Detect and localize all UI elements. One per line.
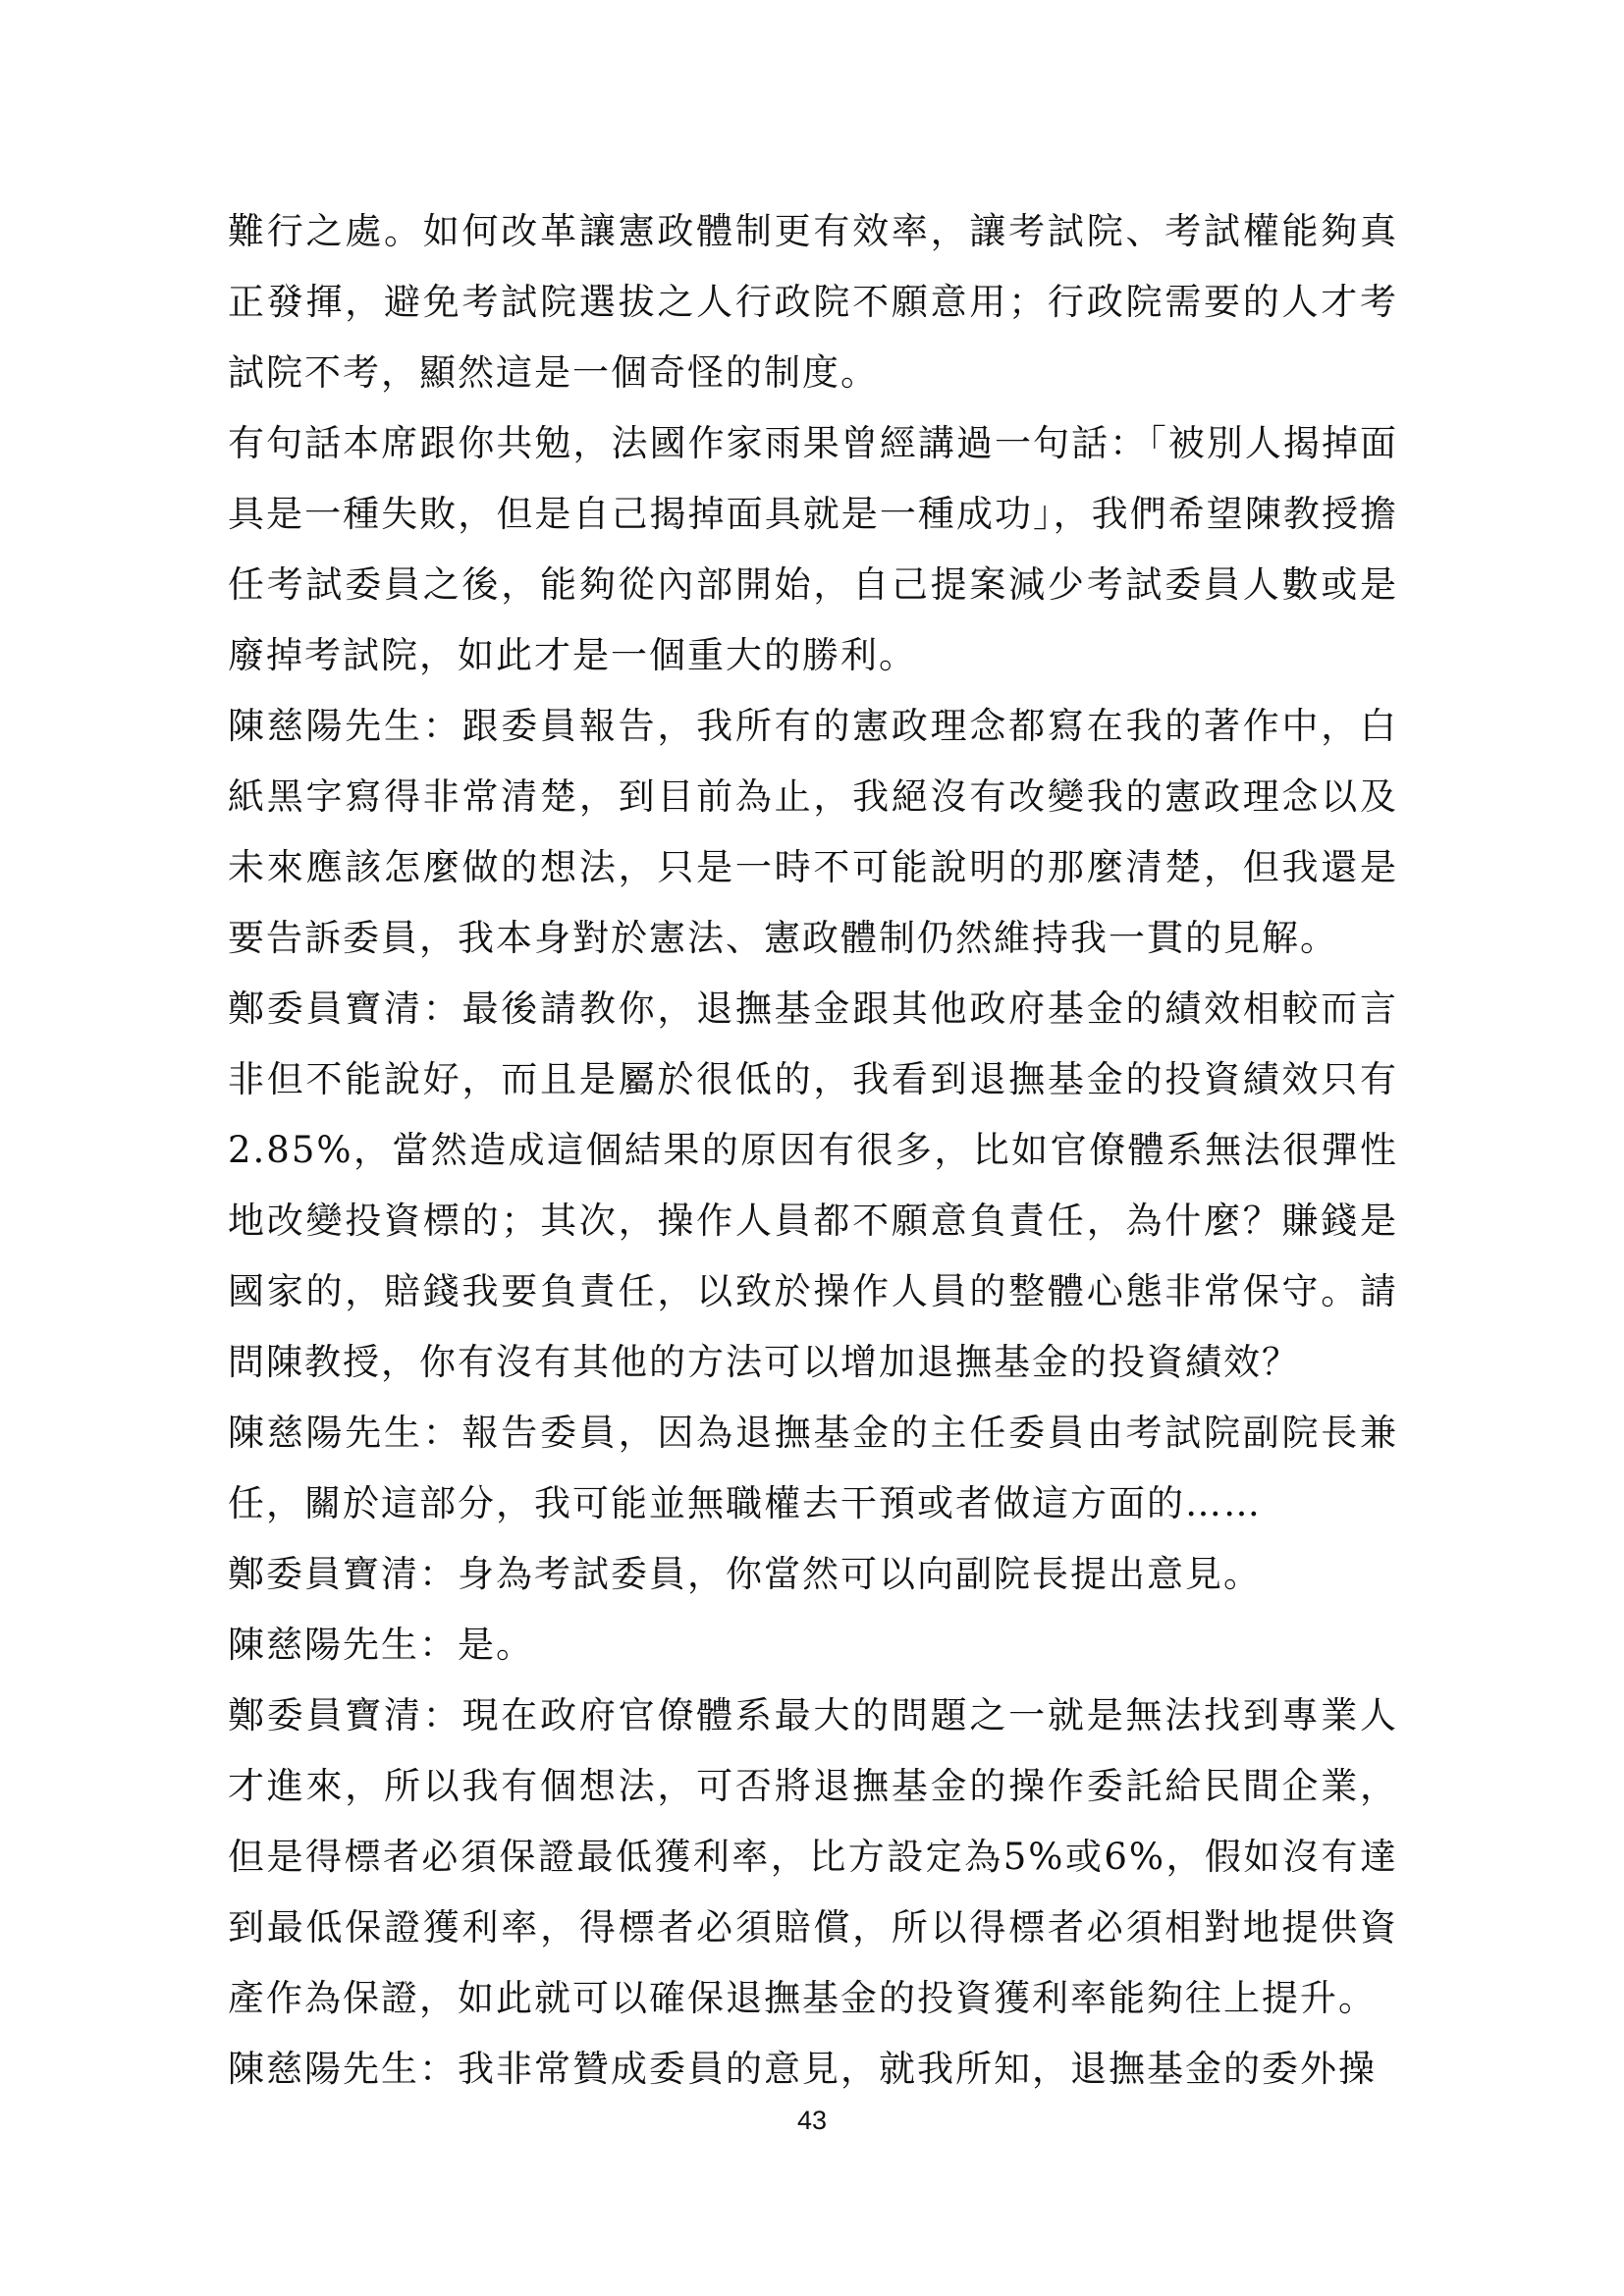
paragraph-7: 陳慈陽先生：是。 xyxy=(228,1624,534,1666)
page-number: 43 xyxy=(796,2106,828,2135)
paragraph-1: 難行之處。如何改革讓憲政體制更有效率，讓考試院、考試權能夠真正發揮，避免考試院選拔之人行政院不願意用；行政院需要的人才考試院不考，顯然這是一個奇怪的制度。 xyxy=(228,210,1398,394)
paragraph-3: 陳慈陽先生：跟委員報告，我所有的憲政理念都寫在我的著作中，白紙黑字寫得非常清楚，到目前為止，我絕沒有改變我的憲政理念以及未來應該怎麼做的想法，只是一時不可能說明的那麼清楚，但我還是要告訴委員，我本身對於憲法、憲政體制仍然維持我一貫的見解。 xyxy=(228,705,1398,959)
document-body xyxy=(228,196,1398,2105)
paragraph-4: 鄭委員寶清：最後請教你，退撫基金跟其他政府基金的績效相較而言非但不能說好，而且是屬於很低的，我看到退撫基金的投資績效只有2.85%，當然造成這個結果的原因有很多，比如官僚體系無法很彈性地改變投資標的；其次，操作人員都不願意負責任，為什麼？賺錢是國家的，賠錢我要負責任，以致於操作人員的整體心態非常保守。請問陳教授，你有沒有其他的方法可以增加退撫基金的投資績效？ xyxy=(228,988,1398,1383)
paragraph-8: 鄭委員寶清：現在政府官僚體系最大的問題之一就是無法找到專業人才進來，所以我有個想法，可否將退撫基金的操作委託給民間企業，但是得標者必須保證最低獲利率，比方設定為5%或6%，假如沒有達到最低保證獲利率，得標者必須賠償，所以得標者必須相對地提供資產作為保證，如此就可以確保退撫基金的投資獲利率能夠往上提升。 xyxy=(228,1694,1398,2019)
paragraph-9: 陳慈陽先生：我非常贊成委員的意見，就我所知，退撫基金的委外操 xyxy=(228,2048,1377,2090)
paragraph-5: 陳慈陽先生：報告委員，因為退撫基金的主任委員由考試院副院長兼任，關於這部分，我可能並無職權去干預或者做這方面的…… xyxy=(228,1412,1398,1524)
paragraph-2: 有句話本席跟你共勉，法國作家雨果曾經講過一句話：「被別人揭掉面具是一種失敗，但是自己揭掉面具就是一種成功」，我們希望陳教授擔任考試委員之後，能夠從內部開始，自己提案減少考試委員人數或是廢掉考試院，如此才是一個重大的勝利。 xyxy=(228,422,1398,676)
paragraph-6: 鄭委員寶清：身為考試委員，你當然可以向副院長提出意見。 xyxy=(228,1553,1262,1595)
